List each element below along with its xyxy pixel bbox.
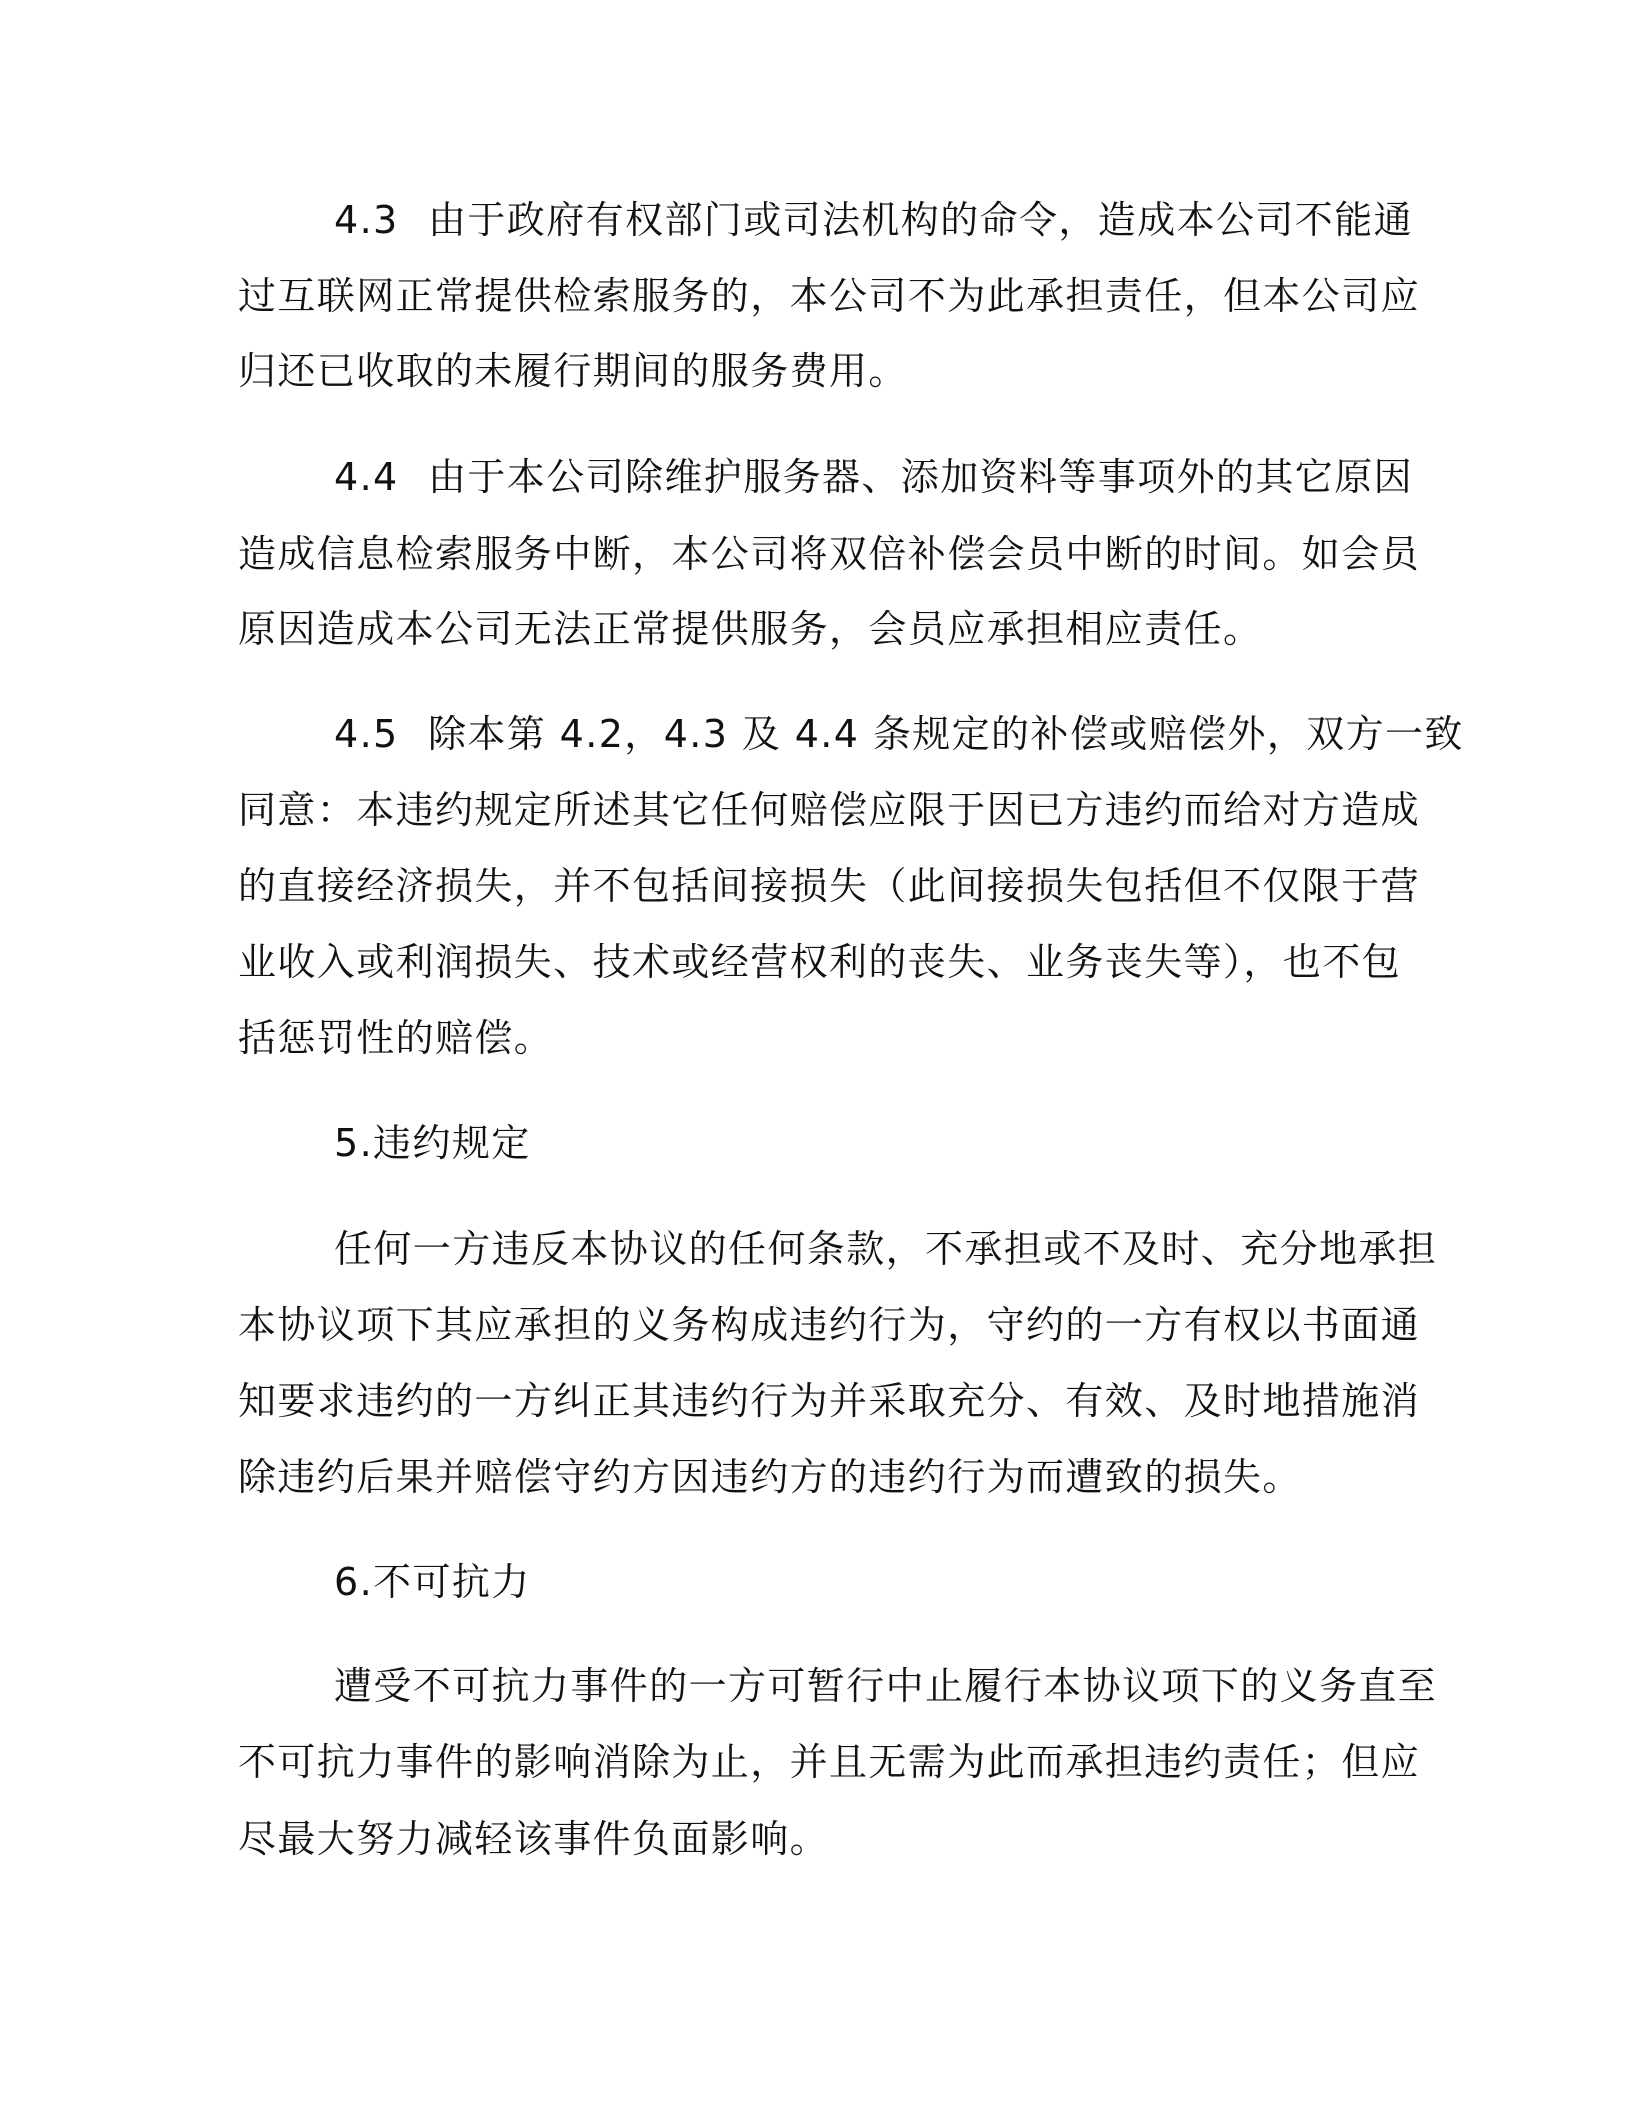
section-heading: 6.不可抗力 [334, 1560, 531, 1604]
paragraph-line: 不可抗力事件的影响消除为止，并且无需为此而承担违约责任；但应 [238, 1740, 1421, 1784]
clause-text-line: 括惩罚性的赔偿。 [238, 1016, 554, 1060]
clause-text: 由于本公司除维护服务器、添加资料等事项外的其它原因 [428, 455, 1414, 499]
clause-text-line: 业收入或利润损失、技术或经营权利的丧失、业务丧失等），也不包 [238, 940, 1402, 984]
clause-number: 4.5 [334, 712, 399, 756]
clause-4-5-first-line [334, 710, 1484, 758]
paragraph-line: 知要求违约的一方纠正其违约行为并采取充分、有效、及时地措施消 [238, 1379, 1421, 1423]
clause-text-line: 归还已收取的未履行期间的服务费用。 [238, 349, 908, 393]
clause-text-line: 原因造成本公司无法正常提供服务，会员应承担相应责任。 [238, 607, 1263, 651]
clause-4-4-first-line [334, 453, 1484, 501]
clause-text: 由于政府有权部门或司法机构的命令，造成本公司不能通 [428, 198, 1414, 242]
section-heading: 5.违约规定 [334, 1121, 531, 1165]
paragraph-line: 尽最大努力减轻该事件负面影响。 [238, 1817, 830, 1861]
clause-text-line: 造成信息检索服务中断，本公司将双倍补偿会员中断的时间。如会员 [238, 532, 1421, 576]
clause-text-line: 同意：本违约规定所述其它任何赔偿应限于因已方违约而给对方造成 [238, 788, 1421, 832]
clause-number: 4.3 [334, 198, 399, 242]
clause-text-line: 的直接经济损失，并不包括间接损失（此间接损失包括但不仅限于营 [238, 864, 1421, 908]
paragraph-line: 遭受不可抗力事件的一方可暂行中止履行本协议项下的义务直至 [334, 1664, 1438, 1708]
clause-number: 4.4 [334, 455, 399, 499]
clause-text: 除本第 4.2，4.3 及 4.4 条规定的补偿或赔偿外，双方一致 [428, 712, 1464, 756]
clause-4-3-first-line [334, 196, 1484, 244]
paragraph-line: 本协议项下其应承担的义务构成违约行为，守约的一方有权以书面通 [238, 1303, 1421, 1347]
paragraph-line: 除违约后果并赔偿守约方因违约方的违约行为而遭致的损失。 [238, 1455, 1302, 1499]
clause-text-line: 过互联网正常提供检索服务的，本公司不为此承担责任，但本公司应 [238, 274, 1421, 318]
paragraph-line: 任何一方违反本协议的任何条款，不承担或不及时、充分地承担 [334, 1227, 1438, 1271]
